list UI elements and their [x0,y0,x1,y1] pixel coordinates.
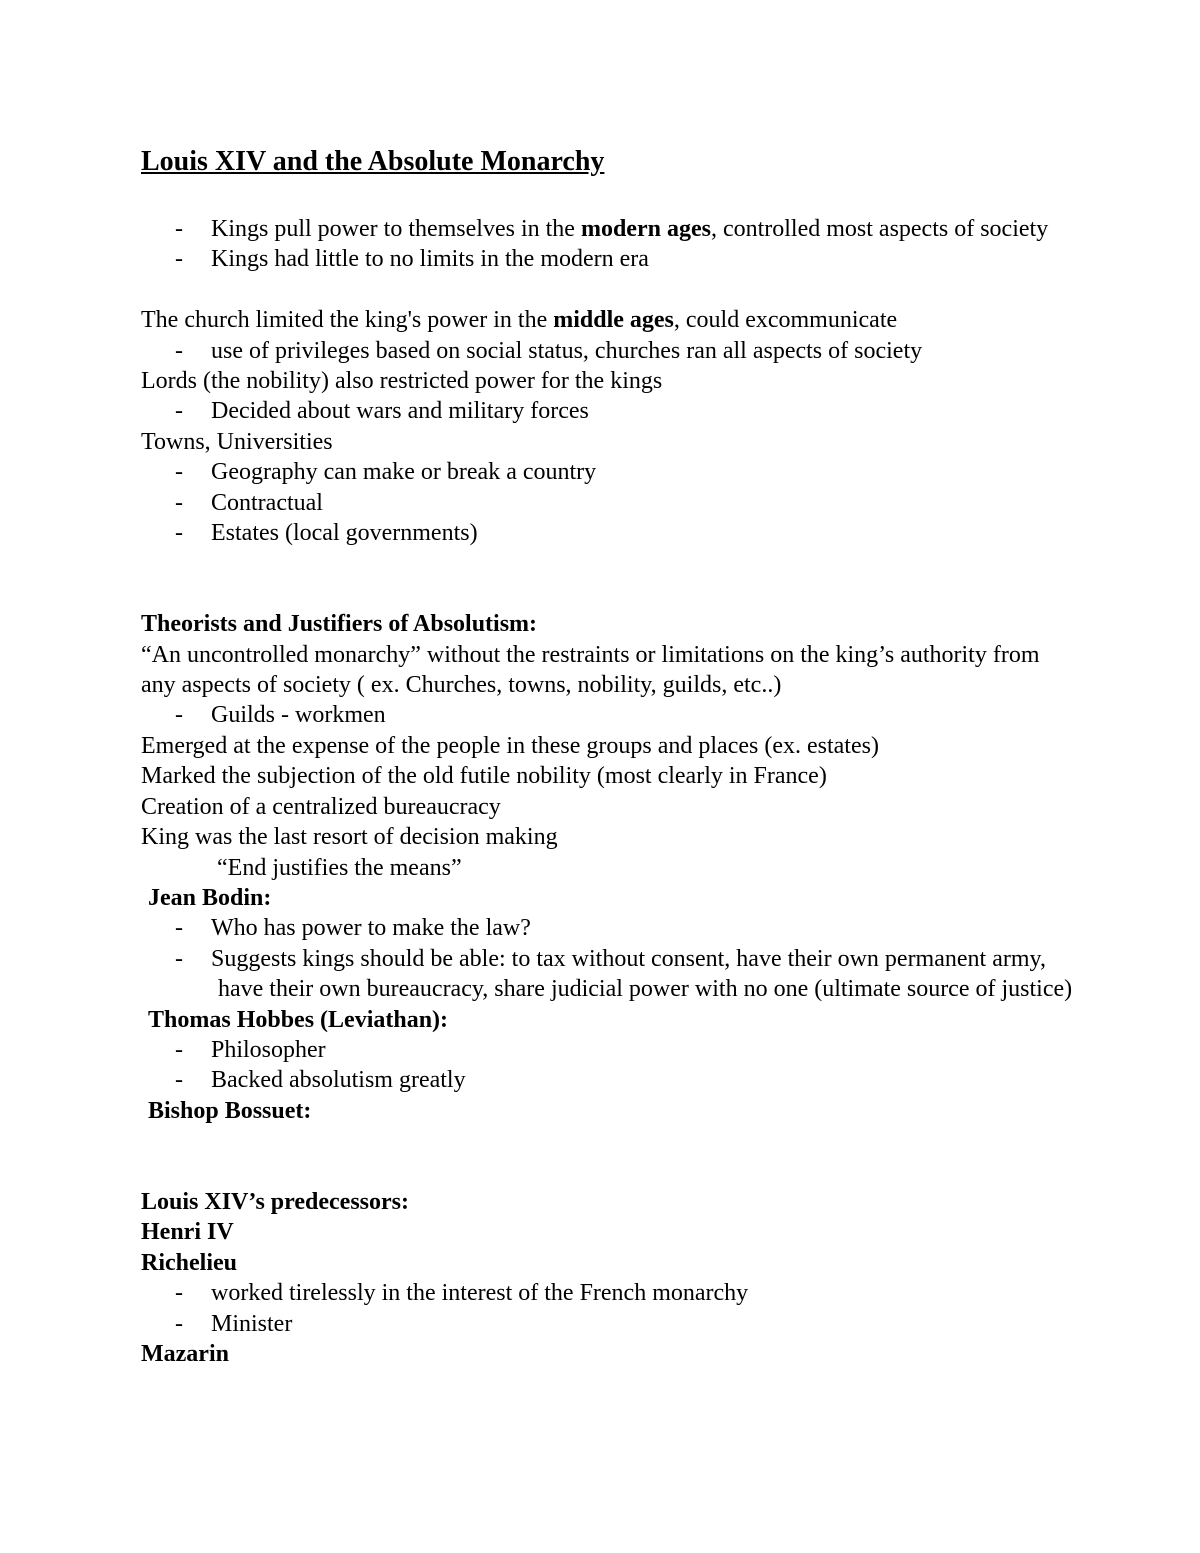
bullet-text: worked tirelessly in the interest of the French monarchy [211,1280,749,1307]
bullet-text: Decided about wars and military forces [211,398,589,425]
bullet-text: Guilds - workmen [211,702,386,729]
bullet-dash: - [175,398,183,425]
bullet-text: Geography can make or break a country [211,459,597,486]
church-text-pre: The church limited the king's power in the [141,307,554,334]
theorists-heading: Theorists and Justifiers of Absolutism: [141,611,538,638]
spacer [141,548,1181,609]
bullet-minister [141,1309,1181,1339]
bullet-no-limits [141,244,1181,274]
bullet-dash: - [175,1067,183,1094]
bullet-dash: - [175,520,183,547]
bullet-dash: - [175,1310,183,1337]
bullet-dash: - [175,216,183,242]
bullet-law [141,913,1181,943]
bullet-kings-able [141,944,1181,974]
mazarin-heading: Mazarin [141,1340,229,1367]
body-line: Creation of a centralized bureaucracy [141,793,501,820]
towns-line: Towns, Universities [141,428,333,455]
bullet-dash: - [175,489,183,516]
bullet-text: Kings had little to no limits in the modern era [211,246,649,273]
henri-heading: Henri IV [141,1219,234,1246]
bullet-text: Minister [211,1310,293,1337]
church-text-bold: middle ages [553,307,674,334]
bullet-dash: - [175,702,183,729]
bullet-estates [141,518,1181,548]
predecessors-heading: Louis XIV’s predecessors: [141,1188,409,1215]
body-line: Emerged at the expense of the people in these groups and places (ex. estates) [141,732,879,759]
bullet-continuation: have their own bureaucracy, share judicial power with no one (ultimate source of justice) [218,976,1073,1003]
bullet-contractual [141,488,1181,518]
bullet-dash: - [175,915,183,942]
bullet-text: use of privileges based on social status, churches ran all aspects of society [211,337,923,364]
page-title: Louis XIV and the Absolute Monarchy [141,146,605,177]
quote-line: “End justifies the means” [217,854,462,881]
church-text-post: , could excommunicate [673,307,898,334]
richelieu-heading: Richelieu [141,1249,237,1276]
bullet-worked-tirelessly [141,1278,1181,1308]
spacer [141,1126,1181,1187]
bullet-backed-absolutism [141,1065,1181,1095]
bullet-guilds [141,700,1181,730]
church-line [141,305,1181,335]
lords-line: Lords (the nobility) also restricted power for the kings [141,368,663,395]
bullet-text: Estates (local governments) [211,520,478,547]
bullet-dash: - [175,459,183,486]
bodin-heading: Jean Bodin: [148,884,272,911]
body-line: King was the last resort of decision making [141,824,558,851]
bullet-privileges [141,336,1181,366]
bullet-text-pre: Kings pull power to themselves in the [211,216,581,242]
spacer [141,275,1181,305]
bullet-dash: - [175,945,183,972]
bullet-modern-ages [141,214,1181,244]
bullet-dash: - [175,1280,183,1307]
bullet-text: Backed absolutism greatly [211,1067,466,1094]
bullet-text: Suggests kings should be able: to tax without consent, have their own permanent army, [211,945,1046,972]
absolutism-definition-line-1: “An uncontrolled monarchy” without the restraints or limitations on the king’s authority from [141,641,1040,668]
body-line: Marked the subjection of the old futile nobility (most clearly in France) [141,763,827,790]
bullet-text: Contractual [211,489,323,516]
absolutism-definition-line-2: any aspects of society ( ex. Churches, towns, nobility, guilds, etc..) [141,672,782,699]
bullet-text: Who has power to make the law? [211,915,531,942]
bullet-text-post: , controlled most aspects of society [710,216,1049,242]
bullet-dash: - [175,1036,183,1063]
bullet-philosopher [141,1035,1181,1065]
bullet-geography [141,457,1181,487]
bossuet-heading: Bishop Bossuet: [148,1097,312,1124]
bullet-dash: - [175,246,183,273]
hobbes-heading: Thomas Hobbes (Leviathan): [148,1006,449,1033]
bullet-dash: - [175,337,183,364]
document-body [141,146,1181,1369]
bullet-text: Philosopher [211,1036,326,1063]
bullet-wars [141,396,1181,426]
bullet-text-bold: modern ages [580,216,711,242]
